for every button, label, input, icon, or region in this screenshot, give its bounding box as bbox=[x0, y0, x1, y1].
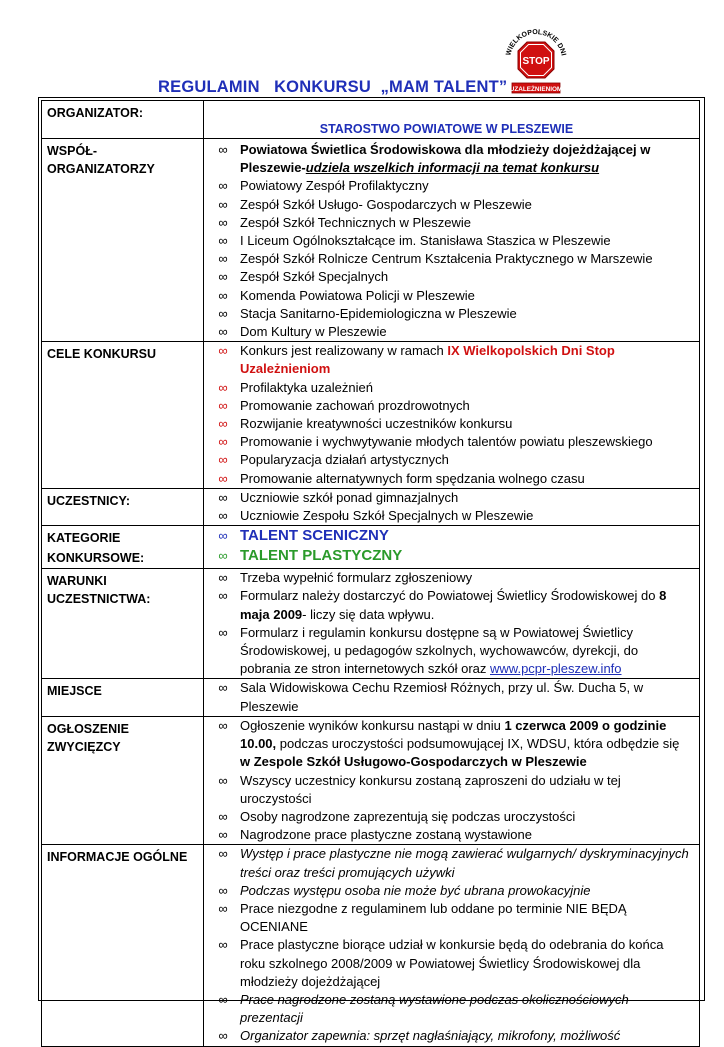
infinity-bullet-icon: ∞ bbox=[218, 324, 228, 340]
list-item: ∞ Uczniowie Zespołu Szkół Specjalnych w Pleszewie bbox=[214, 507, 689, 525]
row-label: WSPÓŁ- ORGANIZATORZY bbox=[42, 139, 204, 342]
list-item: ∞ Stacja Sanitarno-Epidemiologiczna w Pleszewie bbox=[214, 305, 689, 323]
logo-banner-text: UZALEŻNIENIOM bbox=[509, 85, 563, 93]
place-cell bbox=[204, 679, 700, 716]
row-label: OGŁOSZENIE ZWYCIĘZCY bbox=[42, 716, 204, 844]
infinity-bullet-icon: ∞ bbox=[218, 717, 228, 733]
infinity-bullet-icon: ∞ bbox=[218, 937, 228, 953]
participants-cell bbox=[204, 488, 700, 525]
list-item: ∞ Promowanie zachowań prozdrowotnych bbox=[214, 397, 689, 415]
infinity-bullet-icon: ∞ bbox=[218, 305, 228, 321]
list-item: ∞ Komenda Powiatowa Policji w Pleszewie bbox=[214, 287, 689, 305]
goals-cell bbox=[204, 342, 700, 489]
row-label: KATEGORIE KONKURSOWE: bbox=[42, 526, 204, 569]
row-label: ORGANIZATOR: bbox=[42, 101, 204, 139]
table-row bbox=[42, 342, 700, 489]
list-item: ∞ Powiatowa Świetlica Środowiskowa dla młodzieży dojeżdżającej w Pleszewie-udziela wszelkich informacji na temat konkursu bbox=[214, 141, 689, 177]
list-item: ∞ Osoby nagrodzone zaprezentują się podczas uroczystości bbox=[214, 808, 689, 826]
list-item: ∞ Trzeba wypełnić formularz zgłoszeniowy bbox=[214, 569, 689, 587]
infinity-bullet-icon: ∞ bbox=[218, 827, 228, 843]
list-item: ∞ Popularyzacja działań artystycznych bbox=[214, 451, 689, 469]
list-item: ∞ Zespół Szkół Specjalnych bbox=[214, 268, 689, 286]
infinity-bullet-icon: ∞ bbox=[218, 588, 228, 604]
infinity-bullet-icon: ∞ bbox=[218, 434, 228, 450]
list-item: ∞ Prace nagrodzone zostaną wystawione podczas okolicznościowych prezentacji bbox=[214, 991, 689, 1027]
infinity-bullet-icon: ∞ bbox=[218, 214, 228, 230]
list-item: ∞ Organizator zapewnia: sprzęt nagłaśniający, mikrofony, możliwość bbox=[214, 1027, 689, 1045]
table-row bbox=[42, 526, 700, 569]
list-item: ∞ TALENT PLASTYCZNY bbox=[214, 546, 689, 566]
infinity-bullet-icon: ∞ bbox=[218, 570, 228, 586]
infinity-bullet-icon: ∞ bbox=[218, 680, 228, 696]
row-label: UCZESTNICY: bbox=[42, 488, 204, 525]
infinity-bullet-icon: ∞ bbox=[218, 846, 228, 862]
row-label: INFORMACJE OGÓLNE bbox=[42, 845, 204, 1046]
infinity-bullet-icon: ∞ bbox=[218, 1028, 228, 1044]
infinity-bullet-icon: ∞ bbox=[218, 900, 228, 916]
list-item: ∞ Powiatowy Zespół Profilaktyczny bbox=[214, 177, 689, 195]
infinity-bullet-icon: ∞ bbox=[218, 452, 228, 468]
list-item: ∞ Promowanie alternatywnych form spędzania wolnego czasu bbox=[214, 470, 689, 488]
infinity-bullet-icon: ∞ bbox=[218, 178, 228, 194]
infinity-bullet-icon: ∞ bbox=[218, 808, 228, 824]
table-row bbox=[42, 569, 700, 679]
infinity-bullet-icon: ∞ bbox=[218, 548, 228, 564]
list-item: ∞ Promowanie i wychwytywanie młodych talentów powiatu pleszewskiego bbox=[214, 433, 689, 451]
infinity-bullet-icon: ∞ bbox=[218, 287, 228, 303]
page-title: REGULAMIN KONKURSU „MAM TALENT” bbox=[158, 78, 508, 96]
list-item: ∞ Występ i prace plastyczne nie mogą zawierać wulgarnych/ dyskryminacyjnych treści oraz treści promujących używki bbox=[214, 845, 689, 881]
website-link[interactable]: www.pcpr-pleszew.info bbox=[490, 661, 622, 677]
row-label: WARUNKI UCZESTNICTWA: bbox=[42, 569, 204, 679]
infinity-bullet-icon: ∞ bbox=[218, 343, 228, 359]
table-row bbox=[42, 679, 700, 716]
winners-cell bbox=[204, 716, 700, 844]
infinity-bullet-icon: ∞ bbox=[218, 489, 228, 505]
infinity-bullet-icon: ∞ bbox=[218, 772, 228, 788]
list-item: ∞ Zespół Szkół Rolnicze Centrum Kształcenia Praktycznego w Marszewie bbox=[214, 250, 689, 268]
table-row bbox=[42, 845, 700, 1046]
infinity-bullet-icon: ∞ bbox=[218, 882, 228, 898]
list-item: ∞ Konkurs jest realizowany w ramach IX Wielkopolskich Dni Stop Uzależnieniom bbox=[214, 342, 689, 378]
logo-arc-text: WIELKOPOLSKIE DNI bbox=[505, 28, 567, 57]
list-item: ∞ Dom Kultury w Pleszewie bbox=[214, 323, 689, 341]
co-organizers-cell bbox=[204, 139, 700, 342]
infinity-bullet-icon: ∞ bbox=[218, 528, 228, 544]
categories-cell bbox=[204, 526, 700, 569]
list-item: ∞ Zespół Szkół Usługo- Gospodarczych w Pleszewie bbox=[214, 196, 689, 214]
list-item: ∞ Ogłoszenie wyników konkursu nastąpi w dniu 1 czerwca 2009 o godzinie 10.00, podczas uroczystości podsumowującej IX, WDSU, która odbędzie się w Zespole Szkół Usługowo-Gospodarczych w Pleszewie bbox=[214, 717, 689, 772]
list-item: ∞ Rozwijanie kreatywności uczestników konkursu bbox=[214, 415, 689, 433]
list-item: ∞ Sala Widowiskowa Cechu Rzemiosł Różnych, przy ul. Św. Ducha 5, w Pleszewie bbox=[214, 679, 689, 715]
infinity-bullet-icon: ∞ bbox=[218, 470, 228, 486]
list-item: ∞ Zespół Szkół Technicznych w Pleszewie bbox=[214, 214, 689, 232]
stop-addiction-logo bbox=[500, 26, 572, 98]
infinity-bullet-icon: ∞ bbox=[218, 508, 228, 524]
list-item: ∞ TALENT SCENICZNY bbox=[214, 526, 689, 546]
list-item: ∞ Uczniowie szkół ponad gimnazjalnych bbox=[214, 489, 689, 507]
list-item: ∞ Profilaktyka uzależnień bbox=[214, 379, 689, 397]
table-row bbox=[42, 139, 700, 342]
list-item: ∞ Formularz należy dostarczyć do Powiatowej Świetlicy Środowiskowej do 8 maja 2009- liczy się data wpływu. bbox=[214, 587, 689, 623]
row-label: MIEJSCE bbox=[42, 679, 204, 716]
infinity-bullet-icon: ∞ bbox=[218, 991, 228, 1007]
list-item: ∞ Wszyscy uczestnicy konkursu zostaną zaproszeni do udziału w tej uroczystości bbox=[214, 772, 689, 808]
conditions-cell bbox=[204, 569, 700, 679]
table-row bbox=[42, 101, 700, 139]
infinity-bullet-icon: ∞ bbox=[218, 251, 228, 267]
infinity-bullet-icon: ∞ bbox=[218, 196, 228, 212]
list-item: ∞ Prace niezgodne z regulaminem lub oddane po terminie NIE BĘDĄ OCENIANE bbox=[214, 900, 689, 936]
list-item: ∞ Podczas występu osoba nie może być ubrana prowokacyjnie bbox=[214, 882, 689, 900]
list-item: ∞ Formularz i regulamin konkursu dostępne są w Powiatowej Świetlicy Środowiskowej, u pedagogów szkolnych, wychowawców, dyrekcji, do pobrania ze stron internetowych szkół oraz www.pcpr-pleszew.info bbox=[214, 624, 689, 679]
infinity-bullet-icon: ∞ bbox=[218, 233, 228, 249]
infinity-bullet-icon: ∞ bbox=[218, 142, 228, 157]
infinity-bullet-icon: ∞ bbox=[218, 269, 228, 285]
infinity-bullet-icon: ∞ bbox=[218, 379, 228, 395]
general-cell bbox=[204, 845, 700, 1046]
table-row bbox=[42, 488, 700, 525]
row-label: CELE KONKURSU bbox=[42, 342, 204, 489]
organizer-cell bbox=[204, 101, 700, 139]
infinity-bullet-icon: ∞ bbox=[218, 397, 228, 413]
logo-sign-text: STOP bbox=[522, 56, 550, 67]
list-item: ∞ Prace plastyczne biorące udział w konkursie będą do odebrania do końca roku szkolnego 2008/2009 w Powiatowej Świetlicy Środowiskowej dla młodzieży dojeżdżającej bbox=[214, 936, 689, 991]
organizer-value: STAROSTWO POWIATOWE W PLESZEWIE bbox=[319, 122, 574, 136]
infinity-bullet-icon: ∞ bbox=[218, 416, 228, 432]
list-item: ∞ Nagrodzone prace plastyczne zostaną wystawione bbox=[214, 826, 689, 844]
table-row bbox=[42, 716, 700, 844]
infinity-bullet-icon: ∞ bbox=[218, 624, 228, 640]
list-item: ∞ I Liceum Ogólnokształcące im. Stanisława Staszica w Pleszewie bbox=[214, 232, 689, 250]
regulations-table bbox=[41, 100, 700, 1047]
